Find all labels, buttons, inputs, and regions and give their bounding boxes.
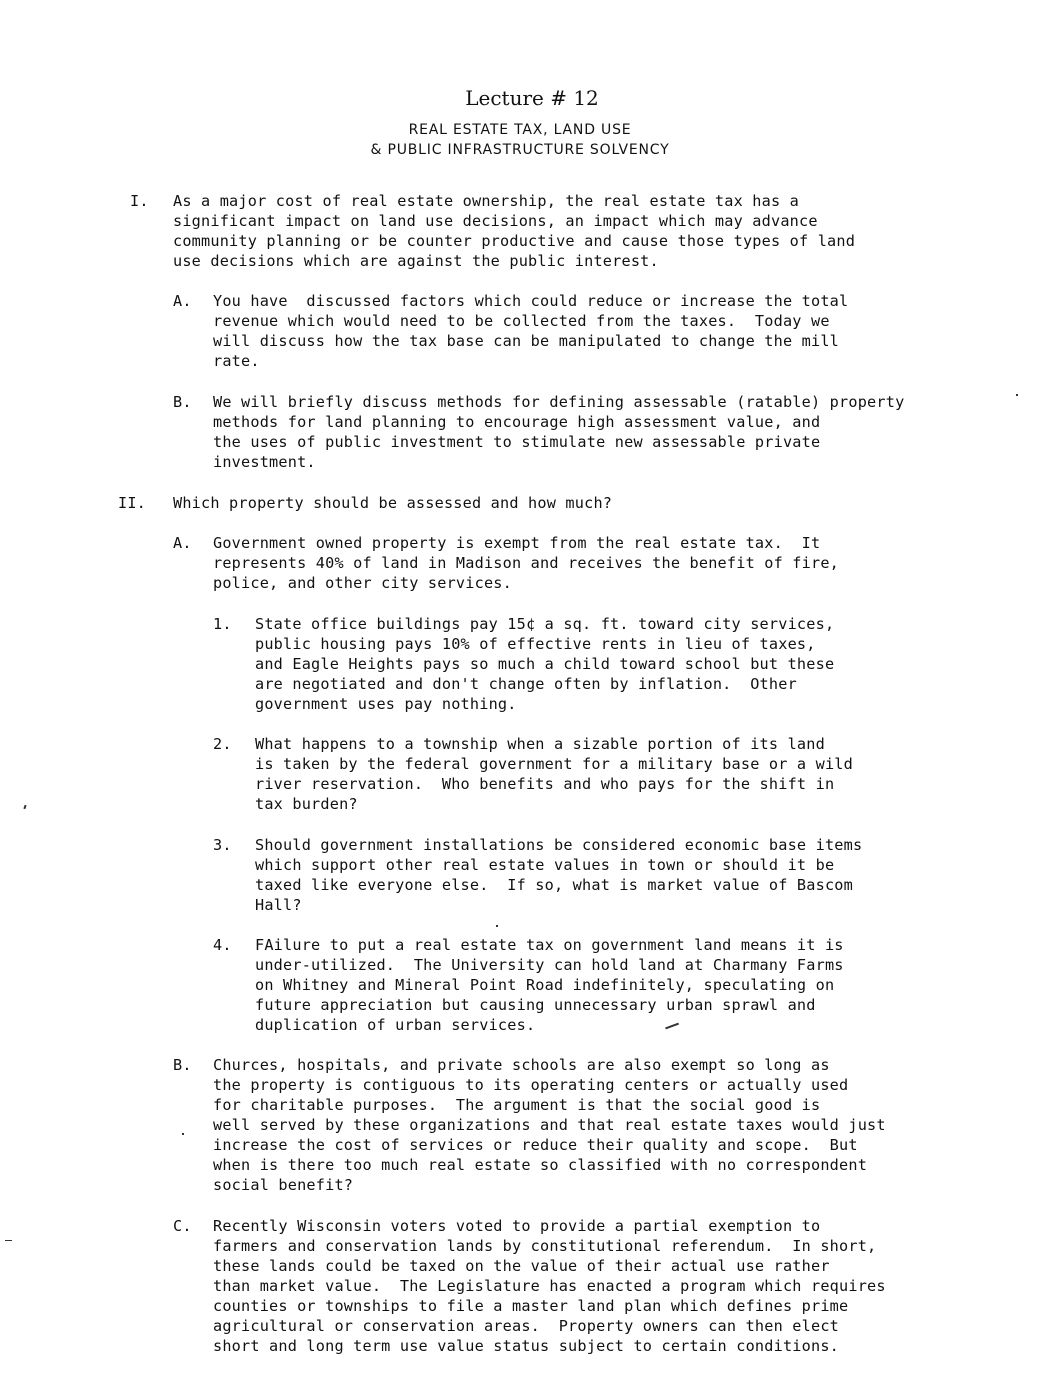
scan-speck bbox=[23, 805, 26, 809]
lecture-title: Lecture # 12 bbox=[465, 86, 599, 110]
paragraph-line: represents 40% of land in Madison and receives the benefit of fire, bbox=[213, 554, 840, 572]
paragraph-line: duplication of urban services. bbox=[255, 1016, 536, 1034]
paragraph-line: Which property should be assessed and how much? bbox=[173, 494, 613, 512]
paragraph-line: agricultural or conservation areas. Property owners can then elect bbox=[213, 1317, 840, 1335]
paragraph-line: police, and other city services. bbox=[213, 574, 512, 592]
scan-speck bbox=[1016, 394, 1018, 396]
paragraph-line: public housing pays 10% of effective rents in lieu of taxes, bbox=[255, 635, 816, 653]
paragraph-line: increase the cost of services or reduce their quality and scope. But bbox=[213, 1136, 858, 1154]
paragraph-line: You have discussed factors which could reduce or increase the total bbox=[213, 292, 849, 310]
paragraph-line: future appreciation but causing unnecessary urban sprawl and bbox=[255, 996, 816, 1014]
paragraph-line: these lands could be taxed on the value of their actual use rather bbox=[213, 1257, 830, 1275]
paragraph-line: the property is contiguous to its operating centers or actually used bbox=[213, 1076, 849, 1094]
paragraph-line: significant impact on land use decisions, an impact which may advance bbox=[173, 212, 818, 230]
item-marker: 3. bbox=[213, 836, 232, 854]
paragraph-line: revenue which would need to be collected from the taxes. Today we bbox=[213, 312, 830, 330]
paragraph-line: short and long term use value status subject to certain conditions. bbox=[213, 1337, 840, 1355]
paragraph-line: which support other real estate values in town or should it be bbox=[255, 856, 835, 874]
paragraph-line: when is there too much real estate so classified with no correspondent bbox=[213, 1156, 868, 1174]
paragraph-line: rate. bbox=[213, 352, 260, 370]
paragraph-line: well served by these organizations and that real estate taxes would just bbox=[213, 1116, 886, 1134]
paragraph-line: will discuss how the tax base can be manipulated to change the mill bbox=[213, 332, 840, 350]
subsection-marker: B. bbox=[173, 1056, 192, 1074]
paragraph-line: farmers and conservation lands by constitutional referendum. In short, bbox=[213, 1237, 877, 1255]
paragraph-line: social benefit? bbox=[213, 1176, 354, 1194]
paragraph-line: on Whitney and Mineral Point Road indefinitely, speculating on bbox=[255, 976, 835, 994]
paragraph-line: investment. bbox=[213, 453, 316, 471]
scan-speck bbox=[182, 1133, 184, 1135]
paragraph-line: Recently Wisconsin voters voted to provide a partial exemption to bbox=[213, 1217, 821, 1235]
paragraph-line: government uses pay nothing. bbox=[255, 695, 517, 713]
paragraph-line: tax burden? bbox=[255, 795, 358, 813]
subsection-marker: C. bbox=[173, 1217, 192, 1235]
paragraph-line: and Eagle Heights pays so much a child toward school but these bbox=[255, 655, 835, 673]
paragraph-line: than market value. The Legislature has enacted a program which requires bbox=[213, 1277, 886, 1295]
paragraph-line: taxed like everyone else. If so, what is market value of Bascom bbox=[255, 876, 853, 894]
subsection-marker: A. bbox=[173, 534, 192, 552]
paragraph-line: We will briefly discuss methods for defining assessable (ratable) property bbox=[213, 393, 905, 411]
item-marker: 1. bbox=[213, 615, 232, 633]
section-marker: II. bbox=[118, 494, 147, 512]
subsection-marker: A. bbox=[173, 292, 192, 310]
paragraph-line: Churces, hospitals, and private schools are also exempt so long as bbox=[213, 1056, 830, 1074]
scan-speck bbox=[5, 1240, 12, 1241]
subsection-marker: B. bbox=[173, 393, 192, 411]
item-marker: 2. bbox=[213, 735, 232, 753]
subtitle-line-2: & PUBLIC INFRASTRUCTURE SOLVENCY bbox=[370, 142, 670, 158]
paragraph-line: Hall? bbox=[255, 896, 302, 914]
scan-speck bbox=[496, 925, 498, 927]
paragraph-line: use decisions which are against the public interest. bbox=[173, 252, 659, 270]
subtitle-line-1: REAL ESTATE TAX, LAND USE bbox=[408, 122, 632, 138]
paragraph-line: Should government installations be considered economic base items bbox=[255, 836, 863, 854]
paragraph-line: are negotiated and don't change often by inflation. Other bbox=[255, 675, 797, 693]
paragraph-line: What happens to a township when a sizable portion of its land bbox=[255, 735, 825, 753]
paragraph-line: counties or townships to file a master land plan which defines prime bbox=[213, 1297, 849, 1315]
paragraph-line: community planning or be counter productive and cause those types of land bbox=[173, 232, 856, 250]
section-marker: I. bbox=[130, 192, 149, 210]
paragraph-line: methods for land planning to encourage high assessment value, and bbox=[213, 413, 821, 431]
paragraph-line: the uses of public investment to stimulate new assessable private bbox=[213, 433, 821, 451]
paragraph-line: State office buildings pay 15¢ a sq. ft. toward city services, bbox=[255, 615, 835, 633]
item-marker: 4. bbox=[213, 936, 232, 954]
paragraph-line: is taken by the federal government for a military base or a wild bbox=[255, 755, 853, 773]
paragraph-line: river reservation. Who benefits and who pays for the shift in bbox=[255, 775, 835, 793]
paragraph-line: FAilure to put a real estate tax on government land means it is bbox=[255, 936, 844, 954]
paragraph-line: under-utilized. The University can hold land at Charmany Farms bbox=[255, 956, 844, 974]
pen-mark bbox=[665, 1023, 679, 1029]
paragraph-line: Government owned property is exempt from the real estate tax. It bbox=[213, 534, 821, 552]
paragraph-line: As a major cost of real estate ownership, the real estate tax has a bbox=[173, 192, 800, 210]
paragraph-line: for charitable purposes. The argument is that the social good is bbox=[213, 1096, 821, 1114]
